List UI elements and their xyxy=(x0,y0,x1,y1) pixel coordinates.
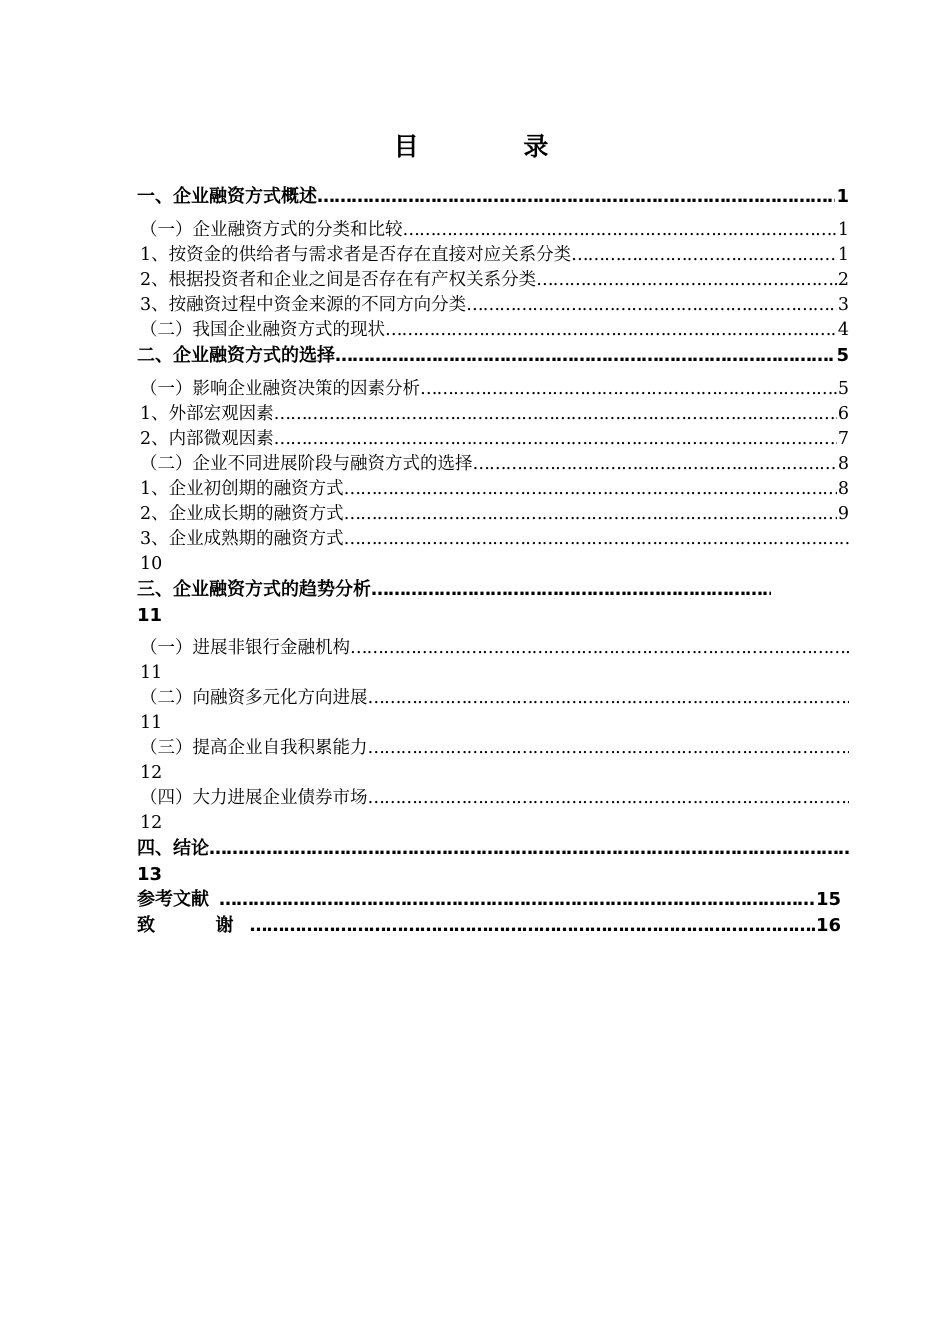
toc-leader-dots xyxy=(274,402,837,427)
toc-entry[interactable] xyxy=(137,377,849,402)
toc-page-number: 1 xyxy=(836,186,849,207)
page-title: 目 录 xyxy=(393,132,597,161)
toc-page-number: 1 xyxy=(837,220,849,240)
toc-entry[interactable] xyxy=(137,836,849,862)
toc-leader-dots xyxy=(368,736,850,761)
toc-entry[interactable] xyxy=(137,268,849,293)
toc-page-number: 10 xyxy=(140,554,163,574)
toc-leader-dots xyxy=(368,786,850,811)
toc-page-number: 6 xyxy=(837,404,849,424)
toc-entry[interactable] xyxy=(137,184,849,210)
toc-entry[interactable] xyxy=(137,636,849,661)
toc-entry-label: （三）提高企业自我积累能力 xyxy=(140,738,368,758)
toc-entry-label: 1、企业初创期的融资方式 xyxy=(140,479,344,499)
toc-entry-label: 3、企业成熟期的融资方式 xyxy=(140,529,344,549)
toc-entry-label: 3、按融资过程中资金来源的不同方向分类 xyxy=(140,295,467,315)
toc-entry-label: （一）影响企业融资决策的因素分析 xyxy=(140,379,420,399)
toc-leader-dots xyxy=(344,502,837,527)
toc-leader-dots xyxy=(536,268,837,293)
toc-entry[interactable] xyxy=(137,686,849,711)
toc-entry[interactable] xyxy=(137,452,849,477)
toc-leader-dots xyxy=(209,836,849,862)
toc-page-number: 5 xyxy=(836,345,849,366)
toc-leader-dots xyxy=(385,318,837,343)
toc-page-number: 15 xyxy=(815,889,841,910)
toc-leader-dots xyxy=(274,427,837,452)
toc-leader-dots xyxy=(344,527,849,552)
toc-entry-label: 二、企业融资方式的选择 xyxy=(137,345,335,366)
toc-entry[interactable] xyxy=(137,477,849,502)
toc-page-number: 11 xyxy=(140,663,163,683)
toc-entry[interactable] xyxy=(137,402,849,427)
toc-entry[interactable] xyxy=(137,527,849,552)
toc-entry[interactable] xyxy=(137,343,849,369)
toc-page-number: 8 xyxy=(837,454,849,474)
toc-page-number: 11 xyxy=(140,713,163,733)
toc-page-number: 1 xyxy=(837,245,849,265)
toc-entry[interactable] xyxy=(137,736,849,761)
toc-entry-label: （二）我国企业融资方式的现状 xyxy=(140,320,385,340)
toc-entry[interactable] xyxy=(137,293,849,318)
toc-entry-label: （二）企业不同进展阶段与融资方式的选择 xyxy=(140,454,473,474)
toc-page-number: 11 xyxy=(137,605,163,626)
toc-entry-label: （四）大力进展企业债券市场 xyxy=(140,788,368,808)
toc-leader-dots xyxy=(473,452,837,477)
toc-leader-dots xyxy=(466,293,837,318)
toc-entry[interactable] xyxy=(137,218,849,243)
toc-leader-dots xyxy=(368,686,850,711)
toc-entry-label: 1、外部宏观因素 xyxy=(140,404,274,424)
toc-leader-dots xyxy=(250,913,815,939)
toc-entry[interactable] xyxy=(137,243,849,268)
toc-leader-dots xyxy=(317,184,835,210)
toc-entry-label: （一）企业融资方式的分类和比较 xyxy=(140,220,403,240)
toc-entry-label: 四、结论 xyxy=(137,838,209,859)
toc-entry-label: 2、内部微观因素 xyxy=(140,429,274,449)
toc-entry-label: 三、企业融资方式的趋势分析 xyxy=(137,579,371,600)
toc-entry[interactable] xyxy=(137,577,849,603)
toc-page-number: 4 xyxy=(837,320,849,340)
toc-leader-dots xyxy=(219,887,815,913)
toc-leader-dots xyxy=(344,477,837,502)
toc-leader-dots xyxy=(335,343,835,369)
toc-entry[interactable] xyxy=(137,318,849,343)
toc-page-number: 13 xyxy=(137,864,163,885)
toc-page-number: 7 xyxy=(837,429,849,449)
toc-entry[interactable] xyxy=(137,427,849,452)
toc-leader-dots xyxy=(571,243,837,268)
toc-entry-label: （二）向融资多元化方向进展 xyxy=(140,688,368,708)
toc-entry-label: 2、企业成长期的融资方式 xyxy=(140,504,344,524)
toc-leader-dots xyxy=(371,577,771,603)
toc-entry-label: 参考文献 xyxy=(137,889,209,910)
toc-page-number: 12 xyxy=(140,813,163,833)
toc-page-number: 9 xyxy=(837,504,849,524)
toc-entry-label: （一）进展非银行金融机构 xyxy=(140,638,350,658)
toc-page-number: 2 xyxy=(837,270,849,290)
toc-entry-label: 1、按资金的供给者与需求者是否存在直接对应关系分类 xyxy=(140,245,572,265)
toc-page-number: 16 xyxy=(815,915,841,936)
toc-page-number: 3 xyxy=(837,295,849,315)
toc-entry[interactable] xyxy=(137,786,849,811)
toc-page-number: 5 xyxy=(837,379,849,399)
toc-page-number: 8 xyxy=(837,479,849,499)
table-of-contents xyxy=(137,184,849,939)
toc-entry[interactable] xyxy=(137,502,849,527)
toc-entry[interactable] xyxy=(137,913,849,939)
toc-page-number: 12 xyxy=(140,763,163,783)
toc-entry-label: 2、根据投资者和企业之间是否存在有产权关系分类 xyxy=(140,270,537,290)
toc-entry-label: 致 谢 xyxy=(137,915,250,936)
toc-leader-dots xyxy=(350,636,849,661)
toc-entry[interactable] xyxy=(137,887,849,913)
toc-leader-dots xyxy=(420,377,837,402)
toc-entry-label: 一、企业融资方式概述 xyxy=(137,186,317,207)
toc-leader-dots xyxy=(403,218,837,243)
